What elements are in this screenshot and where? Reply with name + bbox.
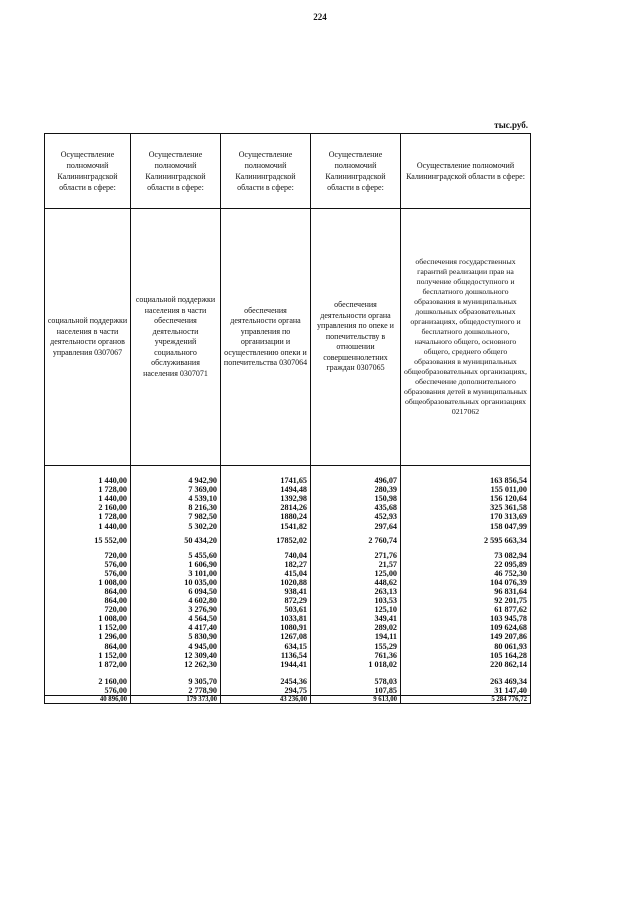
header-top-cell: Осуществление полномочий Калининградской области в сфере: xyxy=(45,134,131,209)
table-cell: 2454,36 xyxy=(221,677,311,686)
table-row xyxy=(45,642,531,651)
table-cell: 1033,81 xyxy=(221,614,311,623)
table-cell: 1 728,00 xyxy=(45,485,131,494)
total-cell: 9 613,00 xyxy=(311,695,401,703)
table-cell: 22 095,89 xyxy=(401,560,531,569)
table-row xyxy=(45,686,531,696)
table-row xyxy=(45,503,531,512)
table-cell: 1494,48 xyxy=(221,485,311,494)
spacer-row xyxy=(45,466,531,477)
table-row xyxy=(45,578,531,587)
table-cell: 1136,54 xyxy=(221,651,311,660)
table-cell: 1080,91 xyxy=(221,623,311,632)
table-cell: 3 101,00 xyxy=(131,569,221,578)
table-cell: 2 760,74 xyxy=(311,531,401,551)
table-cell: 73 082,94 xyxy=(401,551,531,560)
table-cell: 158 047,99 xyxy=(401,521,531,530)
table-cell: 103 945,78 xyxy=(401,614,531,623)
table-cell: 170 313,69 xyxy=(401,512,531,521)
table-cell: 1 440,00 xyxy=(45,494,131,503)
table-cell: 349,41 xyxy=(311,614,401,623)
table-cell: 448,62 xyxy=(311,578,401,587)
table-row xyxy=(45,494,531,503)
table-cell: 5 455,60 xyxy=(131,551,221,560)
table-cell: 576,00 xyxy=(45,569,131,578)
table-cell: 1 296,00 xyxy=(45,632,131,641)
table-cell: 1 440,00 xyxy=(45,476,131,485)
table-cell: 155,29 xyxy=(311,642,401,651)
table-row xyxy=(45,651,531,660)
table-row xyxy=(45,485,531,494)
table-cell: 720,00 xyxy=(45,605,131,614)
table-cell: 194,11 xyxy=(311,632,401,641)
table-cell: 325 361,58 xyxy=(401,503,531,512)
table-cell: 2814,26 xyxy=(221,503,311,512)
header-sub-cell: социальной поддержки населения в части обеспечения деятельности учреждений социального обслуживания населения 0307071 xyxy=(131,209,221,466)
header-top-cell: Осуществление полномочий Калининградской области в сфере: xyxy=(401,134,531,209)
table-cell: 2 160,00 xyxy=(45,503,131,512)
table-cell: 80 061,93 xyxy=(401,642,531,651)
table-cell: 2 160,00 xyxy=(45,677,131,686)
table-cell: 3 276,90 xyxy=(131,605,221,614)
table-cell: 107,85 xyxy=(311,686,401,696)
table-cell: 150,98 xyxy=(311,494,401,503)
table-cell: 1 728,00 xyxy=(45,512,131,521)
table-cell: 280,39 xyxy=(311,485,401,494)
table-cell: 105 164,28 xyxy=(401,651,531,660)
table-cell: 12 262,30 xyxy=(131,660,221,669)
table-cell: 17852,02 xyxy=(221,531,311,551)
table-cell: 12 309,40 xyxy=(131,651,221,660)
table-cell: 156 120,64 xyxy=(401,494,531,503)
units-label: тыс.руб. xyxy=(494,120,528,130)
table-cell: 50 434,20 xyxy=(131,531,221,551)
table-cell: 435,68 xyxy=(311,503,401,512)
table-body xyxy=(45,466,531,704)
table-cell: 149 207,86 xyxy=(401,632,531,641)
budget-table xyxy=(44,133,531,704)
table-cell: 1392,98 xyxy=(221,494,311,503)
table-row xyxy=(45,614,531,623)
table-cell: 294,75 xyxy=(221,686,311,696)
page-number: 224 xyxy=(313,12,327,22)
table-cell: 576,00 xyxy=(45,686,131,696)
table-cell: 1944,41 xyxy=(221,660,311,669)
table-cell: 155 011,00 xyxy=(401,485,531,494)
table-cell: 761,36 xyxy=(311,651,401,660)
table-cell: 263,13 xyxy=(311,587,401,596)
table-cell: 4 417,40 xyxy=(131,623,221,632)
total-cell: 179 373,00 xyxy=(131,695,221,703)
table-cell: 103,53 xyxy=(311,596,401,605)
header-sub-cell: обеспечения деятельности органа управления по опеке и попечительству в отношении совершеннолетних граждан 0307065 xyxy=(311,209,401,466)
header-top-cell: Осуществление полномочий Калининградской области в сфере: xyxy=(131,134,221,209)
table-cell: 1 008,00 xyxy=(45,578,131,587)
table-cell: 92 201,75 xyxy=(401,596,531,605)
table-row xyxy=(45,512,531,521)
table-row xyxy=(45,476,531,485)
table-cell: 4 942,90 xyxy=(131,476,221,485)
total-cell: 43 236,00 xyxy=(221,695,311,703)
header-row-top xyxy=(45,134,531,209)
table-row xyxy=(45,521,531,530)
table-cell: 864,00 xyxy=(45,587,131,596)
table-cell: 5 302,20 xyxy=(131,521,221,530)
table-cell: 740,04 xyxy=(221,551,311,560)
table-cell: 125,10 xyxy=(311,605,401,614)
table-cell: 4 602,80 xyxy=(131,596,221,605)
table-row xyxy=(45,551,531,560)
table-cell: 1020,88 xyxy=(221,578,311,587)
table-cell: 31 147,40 xyxy=(401,686,531,696)
table-cell: 4 945,00 xyxy=(131,642,221,651)
table-cell: 2 595 663,34 xyxy=(401,531,531,551)
table-cell: 9 305,70 xyxy=(131,677,221,686)
spacer-row xyxy=(45,669,531,677)
header-sub-cell: обеспечения государственных гарантий реализации прав на получение общедоступного и бесплатного дошкольного образования в муниципальных дошкольных образовательных организациях, общедоступного и бесплатного дошкольного, начального общего, основного общего, среднего общего образования в муниципальных общеобразовательных организациях, обеспечение дополнительного образования детей в муниципальных общеобразовательных организациях 0217062 xyxy=(401,209,531,466)
table-cell: 182,27 xyxy=(221,560,311,569)
table-cell: 4 564,50 xyxy=(131,614,221,623)
table-cell: 289,02 xyxy=(311,623,401,632)
table-cell: 1741,65 xyxy=(221,476,311,485)
table-cell: 263 469,34 xyxy=(401,677,531,686)
table-cell: 452,93 xyxy=(311,512,401,521)
total-cell: 40 896,00 xyxy=(45,695,131,703)
table-cell: 938,41 xyxy=(221,587,311,596)
table-row xyxy=(45,605,531,614)
table-cell: 297,64 xyxy=(311,521,401,530)
table-cell: 271,76 xyxy=(311,551,401,560)
table-cell: 1880,24 xyxy=(221,512,311,521)
total-cell: 5 284 776,72 xyxy=(401,695,531,703)
header-top-cell: Осуществление полномочий Калининградской области в сфере: xyxy=(221,134,311,209)
table-cell: 220 862,14 xyxy=(401,660,531,669)
table-cell: 1541,82 xyxy=(221,521,311,530)
table-row xyxy=(45,587,531,596)
table-cell: 634,15 xyxy=(221,642,311,651)
table-cell: 720,00 xyxy=(45,551,131,560)
table-cell: 496,07 xyxy=(311,476,401,485)
table-row xyxy=(45,596,531,605)
header-sub-cell: социальной поддержки населения в части деятельности органов управления 0307067 xyxy=(45,209,131,466)
table-cell: 578,03 xyxy=(311,677,401,686)
table-cell: 104 076,39 xyxy=(401,578,531,587)
table-cell: 61 877,62 xyxy=(401,605,531,614)
table-cell: 5 830,90 xyxy=(131,632,221,641)
table-row xyxy=(45,632,531,641)
table-cell: 7 982,50 xyxy=(131,512,221,521)
total-row xyxy=(45,695,531,703)
table-cell: 864,00 xyxy=(45,596,131,605)
table-cell: 46 752,30 xyxy=(401,569,531,578)
table-cell: 109 624,68 xyxy=(401,623,531,632)
table-cell: 2 778,90 xyxy=(131,686,221,696)
table-cell: 21,57 xyxy=(311,560,401,569)
table-row xyxy=(45,677,531,686)
table-cell: 1 606,90 xyxy=(131,560,221,569)
table-cell: 1 440,00 xyxy=(45,521,131,530)
table-cell: 1267,08 xyxy=(221,632,311,641)
table-cell: 163 856,54 xyxy=(401,476,531,485)
table-row xyxy=(45,531,531,551)
table-cell: 15 552,00 xyxy=(45,531,131,551)
table-cell: 10 035,00 xyxy=(131,578,221,587)
table-cell: 8 216,30 xyxy=(131,503,221,512)
table-cell: 1 152,00 xyxy=(45,623,131,632)
table-row xyxy=(45,623,531,632)
table-cell: 864,00 xyxy=(45,642,131,651)
table-cell: 6 094,50 xyxy=(131,587,221,596)
table-cell: 125,00 xyxy=(311,569,401,578)
header-row-sub xyxy=(45,209,531,466)
table-row xyxy=(45,560,531,569)
table-cell: 1 018,02 xyxy=(311,660,401,669)
table-row xyxy=(45,660,531,669)
table-cell: 1 008,00 xyxy=(45,614,131,623)
header-top-cell: Осуществление полномочий Калининградской области в сфере: xyxy=(311,134,401,209)
table-cell: 576,00 xyxy=(45,560,131,569)
header-sub-cell: обеспечения деятельности органа управления по организации и осуществлению опеки и попечительства 0307064 xyxy=(221,209,311,466)
table-row xyxy=(45,569,531,578)
table-cell: 503,61 xyxy=(221,605,311,614)
table-cell: 1 152,00 xyxy=(45,651,131,660)
table-cell: 7 369,00 xyxy=(131,485,221,494)
table-cell: 96 831,64 xyxy=(401,587,531,596)
table-cell: 872,29 xyxy=(221,596,311,605)
table-cell: 4 539,10 xyxy=(131,494,221,503)
table-cell: 415,04 xyxy=(221,569,311,578)
table-cell: 1 872,00 xyxy=(45,660,131,669)
